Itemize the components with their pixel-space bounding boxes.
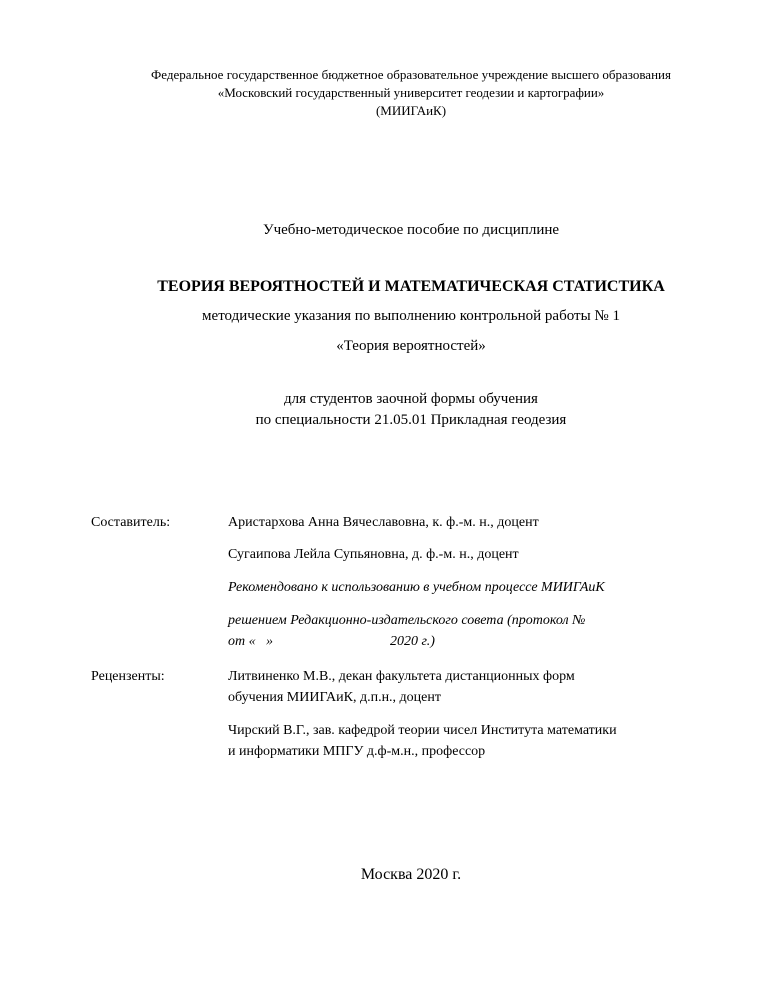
city-year: Москва 2020 г.: [360, 866, 462, 883]
audience-line-1: для студентов заочной формы обучения: [284, 391, 538, 407]
compiler-1: Аристархова Анна Вячеславовна, к. ф.-м. н., доцент: [228, 515, 539, 530]
audience-line-2: по специальности 21.05.01 Прикладная геодезия: [255, 412, 567, 428]
recommendation-date-quote: »: [266, 634, 273, 649]
subtitle: методические указания по выполнению контрольной работы № 1: [202, 308, 620, 324]
recommendation-date-year: 2020 г.): [390, 634, 435, 649]
compiler-2: Сугаипова Лейла Супьяновна, д. ф.-м. н., доцент: [228, 547, 519, 562]
reviewers-label: Рецензенты:: [91, 669, 165, 684]
recommendation-date-from: от «: [228, 634, 256, 649]
reviewer-2-line-1: Чирский В.Г., зав. кафедрой теории чисел Института математики: [228, 723, 617, 738]
recommendation-line-2: решением Редакционно-издательского совета (протокол №: [228, 613, 586, 628]
institution-abbreviation: (МИИГАиК): [375, 103, 447, 118]
work-title: «Теория вероятностей»: [336, 338, 486, 354]
institution-line-1: Федеральное государственное бюджетное образовательное учреждение высшего образования: [151, 67, 671, 82]
manual-type: Учебно-методическое пособие по дисциплине: [262, 222, 560, 238]
reviewer-1-line-1: Литвиненко М.В., декан факультета дистанционных форм: [228, 669, 575, 684]
reviewer-1-line-2: обучения МИИГАиК, д.п.н., доцент: [228, 690, 441, 705]
discipline-title: ТЕОРИЯ ВЕРОЯТНОСТЕЙ И МАТЕМАТИЧЕСКАЯ СТАТИСТИКА: [157, 278, 665, 295]
compilers-label: Составитель:: [91, 515, 171, 530]
institution-line-2: «Московский государственный университет геодезии и картографии»: [217, 85, 605, 100]
reviewer-2-line-2: и информатики МПГУ д.ф-м.н., профессор: [228, 744, 486, 759]
recommendation-line-1: Рекомендовано к использованию в учебном процессе МИИГАиК: [228, 580, 605, 595]
